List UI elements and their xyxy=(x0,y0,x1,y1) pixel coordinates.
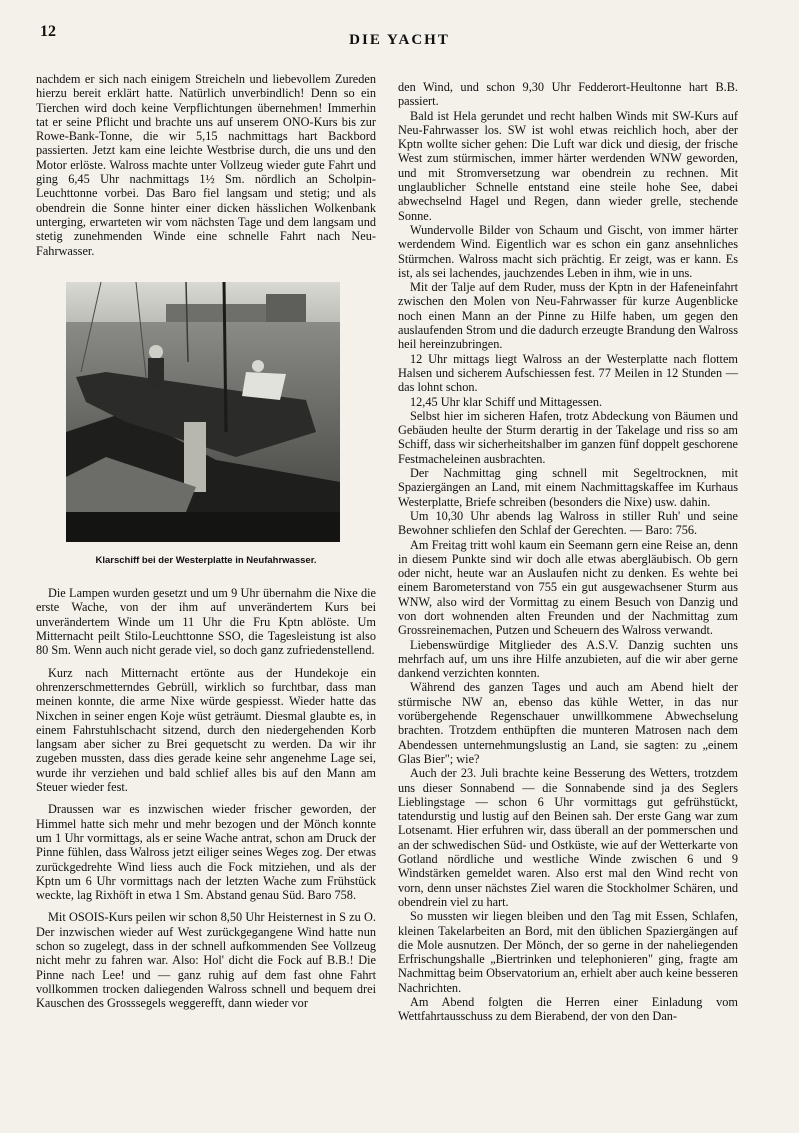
paragraph: Am Abend folgten die Herren einer Einladung vom Wettfahrtausschuss zu dem Bierabend, der von den Dan- xyxy=(398,995,738,1024)
page-number: 12 xyxy=(40,23,56,40)
paragraph: Selbst hier im sicheren Hafen, trotz Abdeckung von Bäumen und Gebäuden heulte der Sturm derartig in der Takelage und riss so am Schiff, dass wir sicherheitshalber im ganzen fünf doppelt geschorene Festmacheleinen ausbrachten. xyxy=(398,408,738,466)
paragraph: Die Lampen wurden gesetzt und um 9 Uhr übernahm die Nixe die erste Wache, von der ihm auf unverändertem Kurs bei unverändertem Winde um 11 Uhr die Fru Kptn ablöste. Um Mitternacht peilt Stilo-Leuchttonne SSO, die Tagesleistung ist also 80 Sm. Wenn auch nicht gerade viel, so doch ganz zufriedenstellend. xyxy=(36,586,376,658)
paragraph: Liebenswürdige Mitglieder des A.S.V. Danzig suchten uns mehrfach auf, um uns ihre Hilfe anzubieten, auf die wir aber gerne dankend verzichten konnten. xyxy=(398,637,738,681)
paragraph: nachdem er sich nach einigem Streicheln und liebevollem Zureden hierzu bereit erklärt hatte. Natürlich unverbindlich! Denn so ein Tierchen wird doch keine Verpflichtungen übernehmen! Immerhin tat er seine Pflicht und brachte uns auf unserem ONO-Kurs bis zur Rowe-Bank-Tonne, die wir 5,15 nachmittags hart Backbord passierten. Jetzt kam eine leichte Westbrise durch, die uns und den Motor erlöste. Walross machte unter Vollzeug wieder gute Fahrt und ging 6,45 Uhr nachmittags 1½ Sm. nördlich an Scholpin-Leuchttonne vorbei. Das Baro fiel langsam und stetig; und als obendrein die Sonne hinter einer dicken hässlichen Wolkenbank unterging, erwarteten wir vom nächsten Tage und dem langsam und stetig zunehmenden Winde eine schnelle Fahrt nach Neu-Fahrwasser. xyxy=(36,72,376,258)
paragraph: Mit OSOIS-Kurs peilen wir schon 8,50 Uhr Heisternest in S zu O. Der inzwischen wieder auf West zurückgegangene Wind hatte nun schon so zugelegt, dass in der schnell aufkommenden See Vollzeug nicht mehr zu fahren war. Also: Hol' dicht die Fock auf B.B.! Die Pinne nach Lee! und — ganz ruhig auf dem fast ohne Fahrt vollkommen trocken daliegenden Walross schnell und bequem drei Kauschen des Grosssegels weggerefft, dann wieder vor xyxy=(36,910,376,1011)
paragraph: Wundervolle Bilder von Schaum und Gischt, von immer härter werdendem Wind. Eigentlich war es schon ein ganz ansehnliches Stürmchen. Walross macht sich prächtig. Er zeigt, was er kann. Es ist, als sei lachendes, jauchzendes Leben in ihm, wie in uns. xyxy=(398,222,738,280)
paragraph: Auch der 23. Juli brachte keine Besserung des Wetters, trotzdem uns dieser Sonnabend — die Sonnabende sind ja des Seglers Lieblingstage — schon 6 Uhr vormittags gut gefrühstückt, tatendurstig und lustig auf den Beinen sah. Der erste Gang war zum Lotsenamt. Hier erfuhren wir, dass überall an der pommerschen und an der schwedischen Süd- und Ostküste, wie auf der Wetterkarte von Gotland nördliche und westliche Winde zwischen 6 und 9 Windstärken gemeldet waren. Also erst mal den Wind recht von vorn, denn unser nächstes Ziel waren die Stockholmer Schären, und obendrein viel zu hart. xyxy=(398,766,738,909)
sailboat-image xyxy=(66,282,340,542)
paragraph: Mit der Talje auf dem Ruder, muss der Kptn in der Hafeneinfahrt zwischen den Molen von Neu-Fahrwasser für kurze Augenblicke noch einen Mann an der Pinne zu Hilfe haben, um gegen den auslaufenden Strom und die dadurch erzeugte Brandung den Walross heil hereinzubringen. xyxy=(398,280,738,352)
paragraph: 12,45 Uhr klar Schiff und Mittagessen. xyxy=(410,394,603,409)
photo-caption: Klarschiff bei der Westerplatte in Neufahrwasser. xyxy=(95,554,317,566)
paragraph: Während des ganzen Tages und auch am Abend hielt der stürmische NW an, ebenso das kühle Wetter, in das nur vorübergehende Regenschauer unwillkommene Abwechselung brachten. Trotzdem enthüpften die munteren Matrosen nach dem Abendessen unternehmungslustig an Land, sie sagten: zu „einem Glas Bier"; wie? xyxy=(398,680,738,766)
harbor-photo xyxy=(66,282,340,542)
paragraph: Am Freitag tritt wohl kaum ein Seemann gern eine Reise an, denn in diesem Punkte sind wir doch alle etwas abergläubisch. Ob gern oder nicht, heute war an Auslaufen nicht zu denken. Es wehte bei einem Barometerstand von 755 ein gut ausgewachsener Sturm aus WNW, also wird der Vormittag zu einem Besuch von Danzig und von dort wohnenden alten Freunden und der Nachmittag zum Grossreinemachen, Putzen und Scheuern des Walross verwandt. xyxy=(398,537,738,638)
paragraph: Draussen war es inzwischen wieder frischer geworden, der Himmel hatte sich mehr und mehr bezogen und der Mönch konnte um 1 Uhr vormittags, als er seine Wache antrat, schon am Druck der Pinne fühlen, dass Walross jetzt eiliger seines Weges zog. Der etwas zurückgedrehte Wind liess auch die Fock mitziehen, und als der Kptn um 6 Uhr vormittags nach der letzten Wache zum Frühstück weckte, lag Rixhöft in etwa 1 Sm. Abstand genau Süd. Baro 758. xyxy=(36,802,376,903)
paragraph: Bald ist Hela gerundet und recht halben Winds mit SW-Kurs auf Neu-Fahrwasser los. SW ist wohl etwas reichlich hoch, aber der Kptn wollte sicher gehen: Die Luft war dick und diesig, der frische West zum stürmischen, immer härter werdenden WNW geworden, und mit Stromversetzung war obendrein zu rechnen. Mit unglaublicher Schnelle entstand eine steile hohe See, dabei abwechselnd Hagel und Regen, dann wieder grelle, stechende Sonne. xyxy=(398,108,738,223)
running-title: DIE YACHT xyxy=(349,32,450,48)
left-column xyxy=(36,72,376,1010)
paragraph: den Wind, und schon 9,30 Uhr Fedderort-Heultonne hart B.B. passiert. xyxy=(398,80,738,109)
paragraph: 12 Uhr mittags liegt Walross an der Westerplatte nach flottem Halsen und sicherem Aufschiessen fest. 77 Meilen in 12 Stunden — das lohnt schon. xyxy=(398,351,738,395)
right-column xyxy=(398,80,738,1024)
paragraph: Um 10,30 Uhr abends lag Walross in stiller Ruh' und seine Bewohner schliefen den Schlaf der Gerechten. — Baro: 756. xyxy=(398,508,738,538)
paragraph: Kurz nach Mitternacht ertönte aus der Hundekoje ein ohrenzerschmetterndes Gebrüll, wirklich so furchtbar, dass man meinen konnte, die arme Nixe würde gespiesst. Wieder hatte das Nixchen in seiner engen Koje wüst geträumt. Diesmal glaubte es, in einem Fahrstuhlschacht sitzend, durch den niedergehenden Korb langsam aber sicher zu Brei gequetscht zu werden. Da wir ihr zugeben mussten, dass dies gerade keine sehr angenehme Lage sei, wurde ihr verziehen und bald schlief alles bis auf den Mann am Steuer wieder fest. xyxy=(36,665,376,795)
paragraph: So mussten wir liegen bleiben und den Tag mit Essen, Schlafen, kleinen Takelarbeiten an Bord, mit den üblichen Spaziergängen auf die Mole ausnutzen. Der Mönch, der so gerne in der naheliegenden Erfrischungshalle „Biertrinken und telephonieren" ging, fragte am Nachmittag beim Observatorium an, erhielt aber auch keine besseren Nachrichten. xyxy=(398,909,738,995)
paragraph: Der Nachmittag ging schnell mit Segeltrocknen, mit Spaziergängen an Land, mit einem Nachmittagskaffee im Kurhaus Westerplatte, Briefe schreiben (besonders die Nixe) usw. dahin. xyxy=(398,466,738,509)
